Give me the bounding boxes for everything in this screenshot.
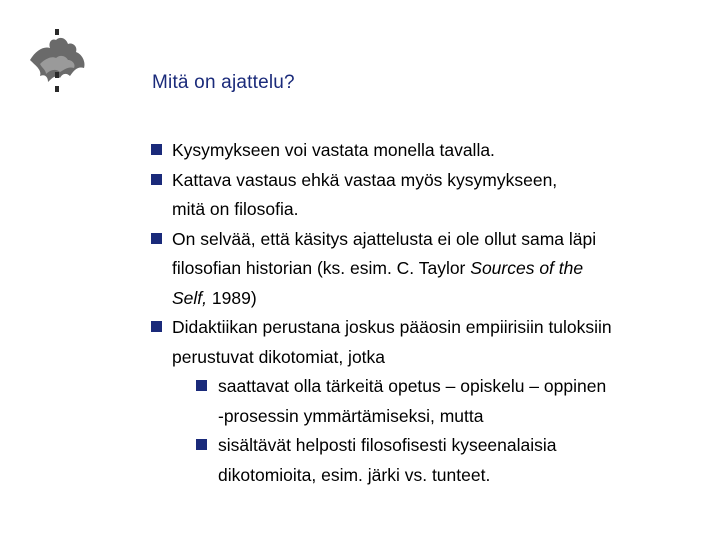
square-bullet-icon [196,380,207,391]
sub-bullet-item [196,431,710,490]
sub-bullet-text: -prosessin ymmärtämiseksi, mutta [218,405,484,426]
bullet-text: perustuvat dikotomiat, jotka [172,346,386,367]
bullet-text-with-citation [172,284,710,314]
bullet-text: On selvää, että käsitys ajattelusta ei ole ollut sama läpi [172,228,597,249]
bullet-item [150,313,710,372]
book-title-italic: Sources of the [470,258,584,278]
university-of-helsinki-flame-icon [26,26,90,98]
square-bullet-icon [151,233,162,244]
square-bullet-icon [196,439,207,450]
square-bullet-icon [151,321,162,332]
bullet-text: mitä on filosofia. [172,199,299,219]
slide-title: Mitä on ajattelu? [152,72,295,93]
sub-bullet-text: dikotomioita, esim. järki vs. tunteet. [218,464,491,485]
bullet-text: Didaktiikan perustana joskus pääosin empiirisiin tuloksiin [172,317,612,337]
bullet-item [150,166,710,225]
bullet-text: filosofian historian (ks. esim. C. Taylor [172,258,471,278]
sub-bullet-item [196,372,710,431]
sub-bullet-text: sisältävät helposti filosofisesti kyseenalaisia [218,435,557,455]
bullet-text-with-citation [172,254,710,284]
bullet-item [150,225,710,314]
sub-bullet-text: saattavat olla tärkeitä opetus – opiskelu – oppinen [218,376,607,396]
bullet-text: 1989) [207,287,257,308]
bullet-text: Kysymykseen voi vastata monella tavalla. [172,140,495,160]
bullet-list [150,136,710,490]
square-bullet-icon [151,174,162,185]
book-title-italic: Self, [172,287,208,308]
square-bullet-icon [151,144,162,155]
bullet-text: Kattava vastaus ehkä vastaa myös kysymykseen, [172,169,558,190]
bullet-item [150,136,710,166]
